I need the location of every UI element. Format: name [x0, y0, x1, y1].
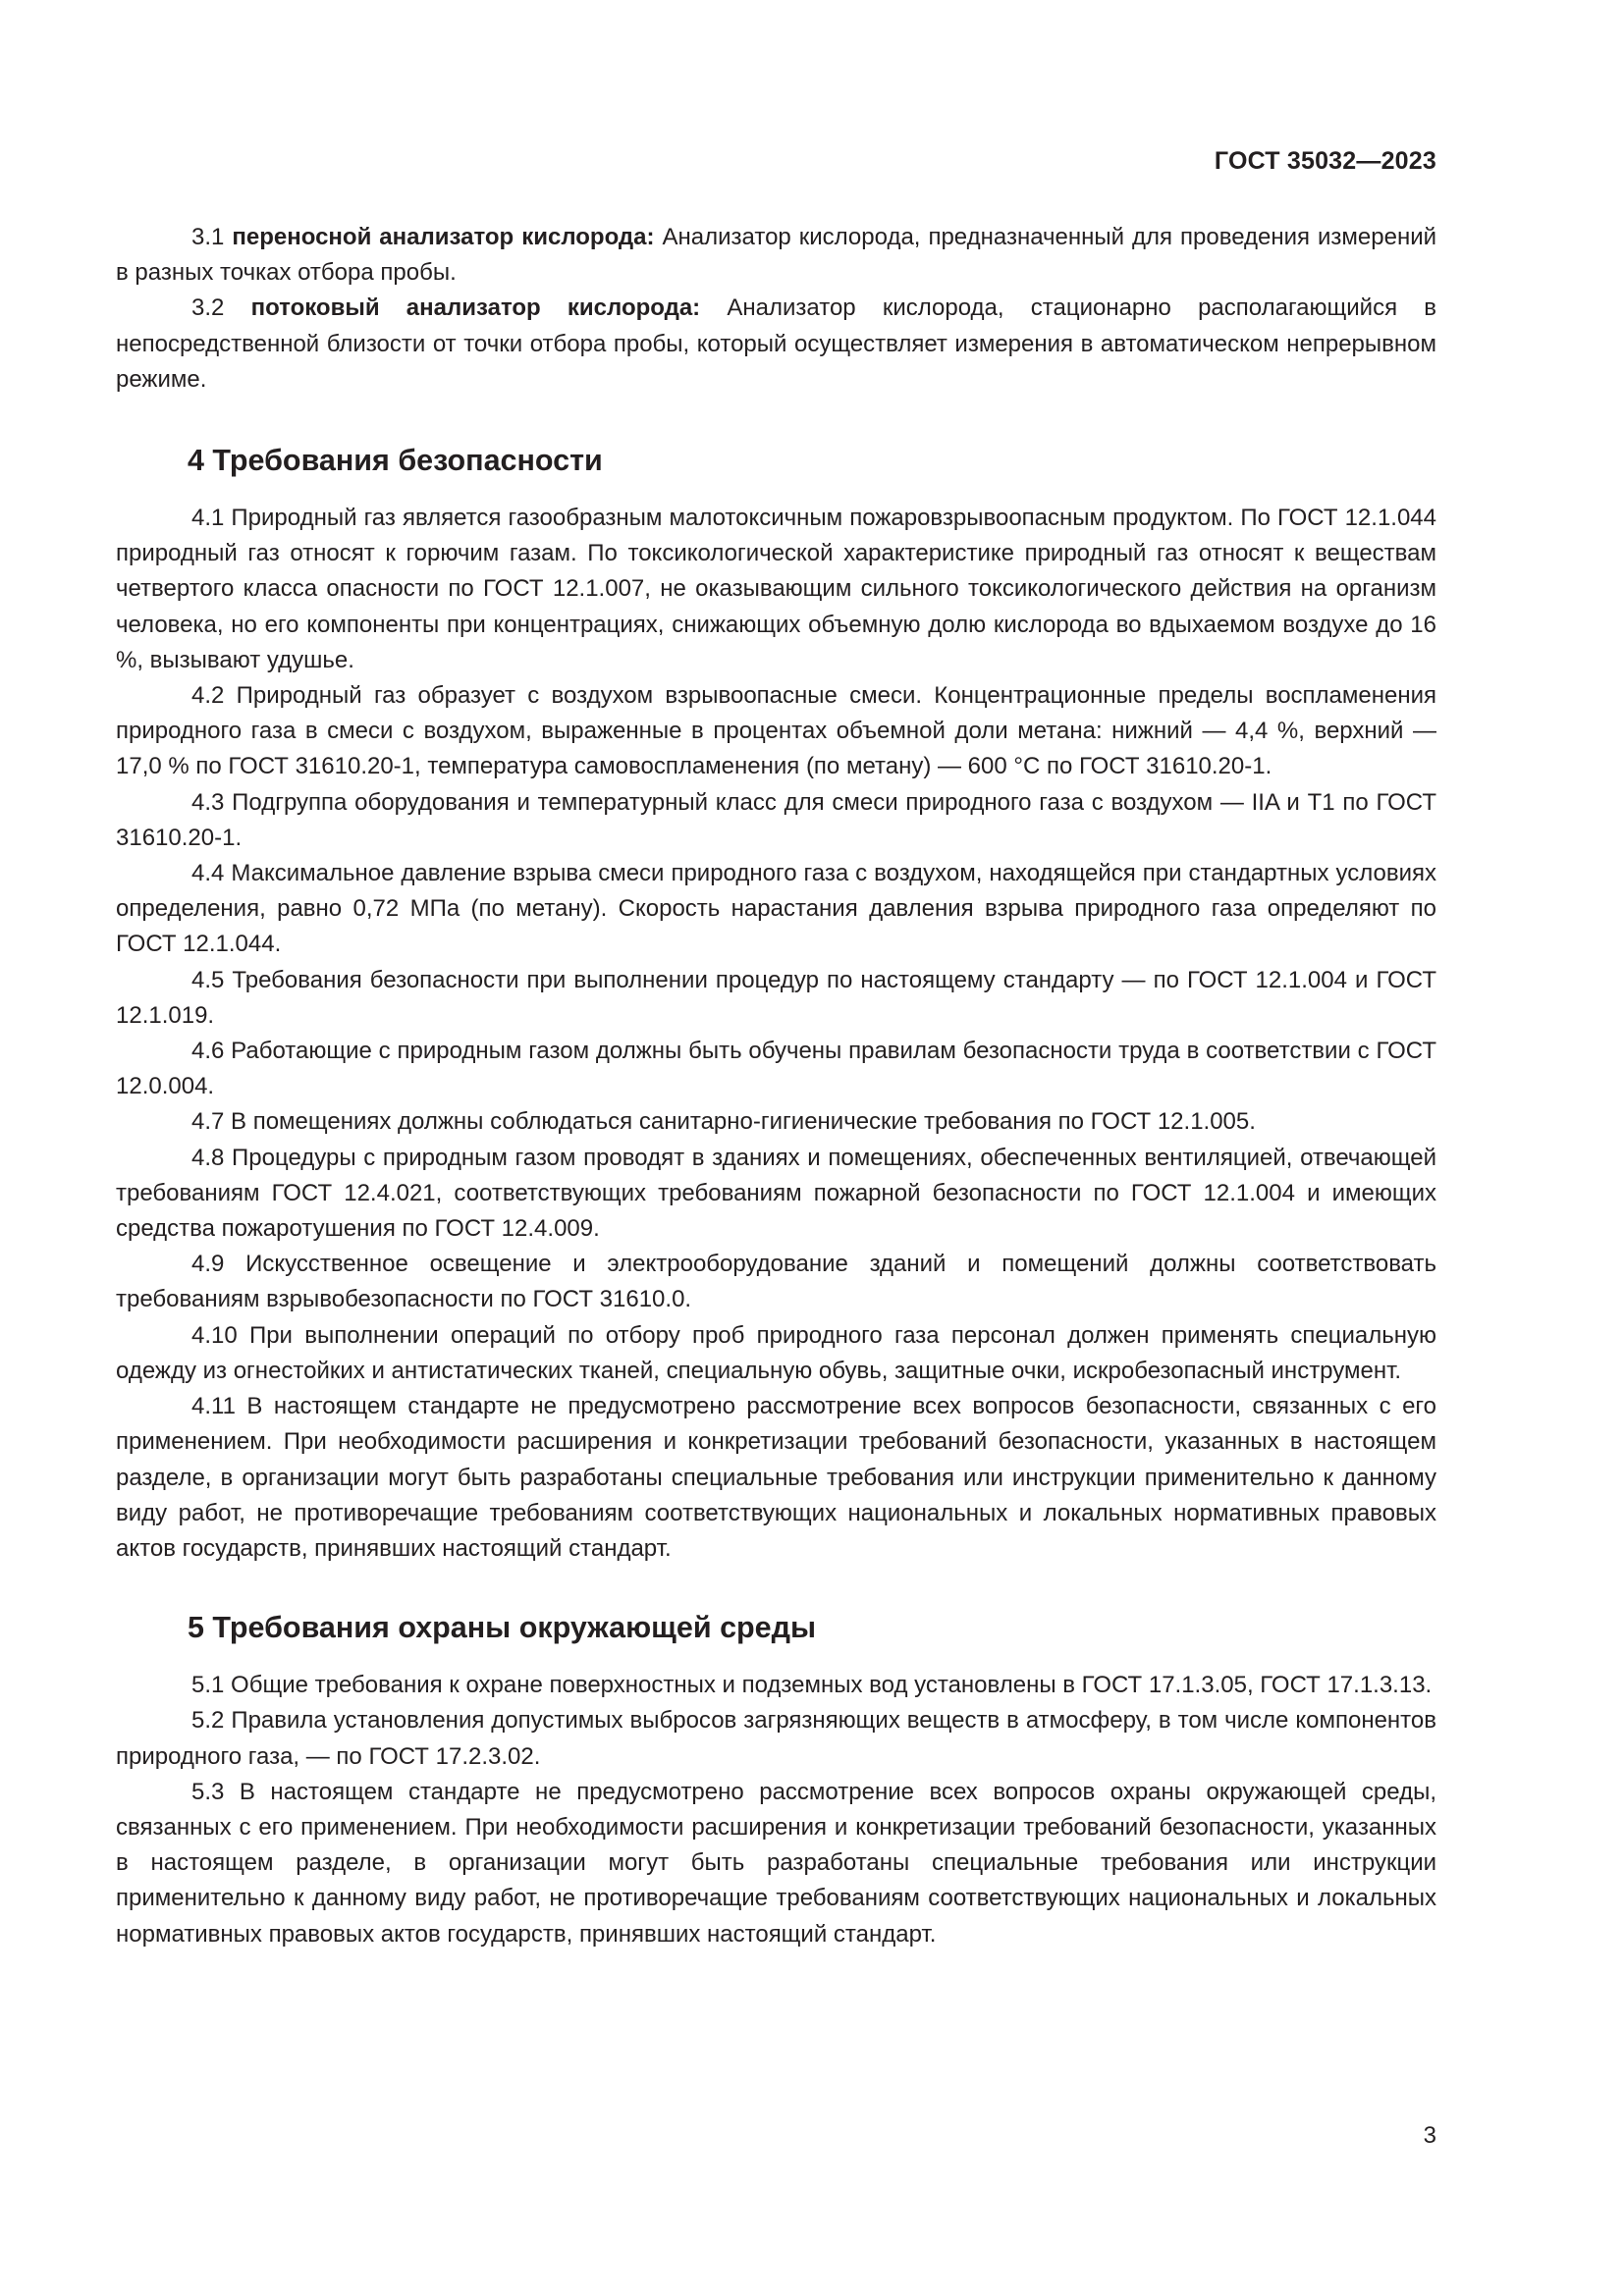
page-number: 3 [1423, 2122, 1436, 2149]
paragraph-5-3: 5.3 В настоящем стандарте не предусмотрено рассмотрение всех вопросов охраны окружающей среды, связанных с его применением. При необходимости расширения и конкретизации требований безопасности, указанных в настоящем разделе, в организации могут быть разработаны специальные требования или инструкции применительно к данному виду работ, не противоречащие требованиям соответствующих национальных и локальных нормативных правовых актов государств, принявших настоящий стандарт. [116, 1778, 1436, 1948]
paragraph-4-1: 4.1 Природный газ является газообразным малотоксичным пожаровзрывоопасным продуктом. По ГОСТ 12.1.044 природный газ относят к горючим газам. По токсикологической характеристике природный газ относят к веществам четвертого класса опасности по ГОСТ 12.1.007, не оказывающим сильного токсикологического действия на организм человека, но его компоненты при концентрациях, снижающих объемную долю кислорода во вдыхаемом воздухе до 16 %, вызывают удушье. [116, 505, 1436, 673]
paragraph-4-10: 4.10 При выполнении операций по отбору проб природного газа персонал должен применять специальную одежду из огнестойких и антистатических тканей, специальную обувь, защитные очки, искробезопасный инструмент. [116, 1321, 1436, 1384]
clause-number: 3.2 [191, 294, 225, 322]
clause-number: 3.1 [191, 224, 225, 250]
paragraph-4-5: 4.5 Требования безопасности при выполнении процедур по настоящему стандарту — по ГОСТ 12.1.004 и ГОСТ 12.1.019. [116, 966, 1436, 1029]
paragraph-5-2: 5.2 Правила установления допустимых выбросов загрязняющих веществ в атмосферу, в том числе компонентов природного газа, — по ГОСТ 17.2.3.02. [116, 1707, 1436, 1770]
section-5-heading: 5 Требования охраны окружающей среды [188, 1611, 817, 1645]
page-content [116, 220, 1436, 1952]
term-definition: потоковый анализатор кислорода: [250, 294, 701, 322]
paragraph-4-2: 4.2 Природный газ образует с воздухом взрывоопасные смеси. Концентрационные пределы воспламенения природного газа в смеси с воздухом, выраженные в процентах объемной доли метана: нижний — 4,4 %, верхний — 17,0 % по ГОСТ 31610.20-1, температура самовоспламенения (по метану) — 600 °С по ГОСТ 31610.20-1. [116, 682, 1436, 780]
paragraph-4-4: 4.4 Максимальное давление взрыва смеси природного газа с воздухом, находящейся при стандартных условиях определения, равно 0,72 МПа (по метану). Скорость нарастания давления взрыва природного газа определяют по ГОСТ 12.1.044. [116, 860, 1436, 958]
term-text: Анализатор кислорода, стационарно располагающийся в непосредственной близости от точки отбора пробы, который осуществляет измерения в автоматическом непрерывном режиме. [116, 294, 1437, 393]
paragraph-4-9: 4.9 Искусственное освещение и электрооборудование зданий и помещений должны соответствовать требованиям взрывобезопасности по ГОСТ 31610.0. [116, 1251, 1436, 1313]
section-4-heading: 4 Требования безопасности [188, 444, 603, 478]
paragraph-4-11: 4.11 В настоящем стандарте не предусмотрено рассмотрение всех вопросов безопасности, связанных с его применением. При необходимости расширения и конкретизации требований безопасности, указанных в настоящем разделе, в организации могут быть разработаны специальные требования или инструкции применительно к данному виду работ, не противоречащие требованиям соответствующих национальных и локальных нормативных правовых актов государств, принявших настоящий стандарт. [116, 1393, 1436, 1562]
term-text: Анализатор кислорода, предназначенный для проведения измерений в разных точках отбора пробы. [116, 224, 1437, 287]
paragraph-4-3: 4.3 Подгруппа оборудования и температурный класс для смеси природного газа с воздухом — IIA и Т1 по ГОСТ 31610.20-1. [116, 788, 1436, 851]
standard-code-header: ГОСТ 35032—2023 [1214, 147, 1436, 175]
paragraph-4-7: 4.7 В помещениях должны соблюдаться санитарно-гигиенические требования по ГОСТ 12.1.005. [191, 1108, 1256, 1136]
paragraph-3-2 [116, 291, 1436, 398]
paragraph-3-1 [116, 220, 1436, 291]
paragraph-4-6: 4.6 Работающие с природным газом должны быть обучены правилам безопасности труда в соответствии с ГОСТ 12.0.004. [116, 1038, 1436, 1100]
paragraph-4-8: 4.8 Процедуры с природным газом проводят в зданиях и помещениях, обеспеченных вентиляцией, отвечающей требованиям ГОСТ 12.4.021, соответствующих требованиям пожарной безопасности по ГОСТ 12.1.004 и имеющих средства пожаротушения по ГОСТ 12.4.009. [116, 1144, 1436, 1243]
paragraph-5-1: 5.1 Общие требования к охране поверхностных и подземных вод установлены в ГОСТ 17.1.3.05, ГОСТ 17.1.3.13. [191, 1672, 1433, 1699]
term-definition: переносной анализатор кислорода: [232, 224, 655, 250]
